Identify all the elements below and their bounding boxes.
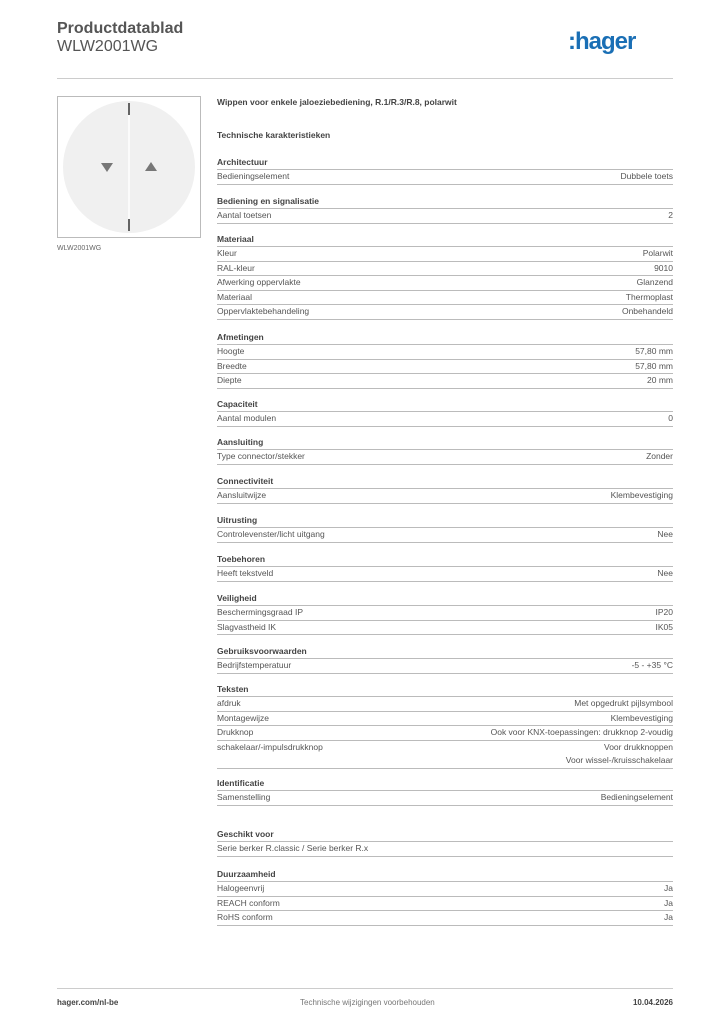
spec-value: IK05 bbox=[655, 621, 673, 632]
spec-value: Klembevestiging bbox=[610, 712, 673, 723]
header-divider bbox=[57, 78, 673, 79]
footer-date: 10.04.2026 bbox=[632, 998, 673, 1007]
spec-row bbox=[217, 528, 673, 543]
spec-section bbox=[217, 867, 673, 926]
spec-row bbox=[217, 842, 673, 857]
spec-row bbox=[217, 606, 673, 621]
spec-row bbox=[217, 247, 673, 262]
section-title: Duurzaamheid bbox=[217, 867, 673, 882]
spec-row bbox=[217, 712, 673, 727]
section-title: Aansluiting bbox=[217, 435, 673, 450]
spec-label: Bedieningselement bbox=[217, 171, 290, 181]
spec-value: Ja bbox=[664, 883, 673, 893]
spec-label: Afwerking oppervlakte bbox=[217, 277, 301, 287]
footer-note: Technische wijzigingen voorbehouden bbox=[300, 998, 435, 1007]
spec-label: Aansluitwijze bbox=[217, 490, 267, 500]
spec-label: Halogeenvrij bbox=[217, 883, 265, 893]
spec-row bbox=[217, 697, 673, 712]
spec-value: Glanzend bbox=[636, 277, 673, 287]
spec-row bbox=[217, 276, 673, 291]
spec-section bbox=[217, 591, 673, 635]
footer-website[interactable]: hager.com/nl-be bbox=[57, 998, 119, 1007]
spec-label: Serie berker R.classic / Serie berker R.x bbox=[217, 843, 369, 853]
spec-value: Ja bbox=[664, 897, 673, 908]
spec-value: Voor drukknoppen Voor wissel-/kruisschakelaar bbox=[565, 741, 673, 765]
spec-row bbox=[217, 360, 673, 375]
spec-value: Thermoplast bbox=[625, 291, 673, 302]
section-title: Teksten bbox=[217, 682, 673, 697]
spec-label: Samenstelling bbox=[217, 792, 271, 802]
spec-section bbox=[217, 552, 673, 582]
spec-row bbox=[217, 911, 673, 926]
section-title: Materiaal bbox=[217, 232, 673, 247]
spec-value: -5 - +35 °C bbox=[631, 660, 673, 670]
spec-value: Zonder bbox=[646, 451, 673, 461]
spec-row bbox=[217, 621, 673, 636]
spec-value: 2 bbox=[668, 210, 673, 220]
spec-value: Onbehandeld bbox=[621, 306, 673, 316]
spec-label: RoHS conform bbox=[217, 912, 273, 922]
product-image bbox=[57, 96, 201, 238]
spec-section bbox=[217, 682, 673, 769]
spec-value: Polarwit bbox=[642, 248, 673, 258]
spec-section bbox=[217, 330, 673, 389]
spec-value: Ja bbox=[664, 912, 673, 922]
section-title: Afmetingen bbox=[217, 330, 673, 345]
section-title: Veiligheid bbox=[217, 591, 673, 606]
spec-label: Diepte bbox=[217, 375, 242, 385]
tech-heading: Technische karakteristieken bbox=[217, 130, 331, 140]
spec-label: RAL-kleur bbox=[217, 262, 255, 273]
spec-section bbox=[217, 644, 673, 674]
section-title: Architectuur bbox=[217, 155, 673, 170]
spec-value: IP20 bbox=[655, 607, 673, 617]
spec-label: Hoogte bbox=[217, 346, 245, 356]
section-title: Toebehoren bbox=[217, 552, 673, 567]
spec-value: Met opgedrukt pijlsymbool bbox=[574, 698, 673, 708]
hager-logo: :hager bbox=[568, 28, 636, 55]
spec-label: Bedrijfstemperatuur bbox=[217, 660, 292, 670]
spec-label: Slagvastheid IK bbox=[217, 621, 277, 632]
spec-row bbox=[217, 726, 673, 741]
spec-row bbox=[217, 897, 673, 912]
spec-label: Oppervlaktebehandeling bbox=[217, 306, 310, 316]
spec-row bbox=[217, 741, 673, 769]
spec-label: Breedte bbox=[217, 360, 247, 371]
spec-row bbox=[217, 450, 673, 465]
spec-label: Beschermingsgraad IP bbox=[217, 607, 303, 617]
spec-label: schakelaar/-impulsdrukknop bbox=[217, 741, 323, 752]
spec-value: Ook voor KNX-toepassingen: drukknop 2-voudig bbox=[490, 727, 673, 737]
product-description: Wippen voor enkele jaloeziebediening, R.1/R.3/R.8, polarwit bbox=[217, 97, 457, 107]
spec-row bbox=[217, 262, 673, 277]
spec-label: afdruk bbox=[217, 698, 241, 708]
spec-row bbox=[217, 567, 673, 582]
spec-row bbox=[217, 659, 673, 674]
spec-label: Controlevenster/licht uitgang bbox=[217, 529, 325, 539]
spec-label: Materiaal bbox=[217, 291, 252, 302]
spec-label: Drukknop bbox=[217, 727, 254, 737]
spec-section bbox=[217, 474, 673, 504]
spec-label: Type connector/stekker bbox=[217, 451, 305, 461]
spec-row bbox=[217, 374, 673, 389]
spec-value: Nee bbox=[657, 568, 673, 578]
spec-value: Nee bbox=[657, 529, 673, 539]
section-title: Capaciteit bbox=[217, 397, 673, 412]
spec-label: Aantal modulen bbox=[217, 413, 277, 423]
spec-value: 20 mm bbox=[647, 375, 673, 385]
spec-section bbox=[217, 194, 673, 224]
spec-section bbox=[217, 397, 673, 427]
spec-label: Aantal toetsen bbox=[217, 210, 272, 220]
spec-value: 0 bbox=[668, 413, 673, 423]
image-caption: WLW2001WG bbox=[57, 245, 102, 252]
spec-row bbox=[217, 489, 673, 504]
spec-value: Bedieningselement bbox=[600, 792, 673, 802]
section-title: Identificatie bbox=[217, 776, 673, 791]
section-title: Bediening en signalisatie bbox=[217, 194, 673, 209]
section-title: Connectiviteit bbox=[217, 474, 673, 489]
spec-row bbox=[217, 882, 673, 897]
spec-value: 57,80 mm bbox=[635, 360, 673, 371]
spec-row bbox=[217, 209, 673, 224]
spec-row bbox=[217, 305, 673, 320]
spec-value: Dubbele toets bbox=[620, 171, 673, 181]
spec-value: Klembevestiging bbox=[610, 490, 673, 500]
spec-row bbox=[217, 791, 673, 806]
footer-divider bbox=[57, 988, 673, 989]
product-code: WLW2001WG bbox=[57, 38, 159, 55]
spec-section bbox=[217, 776, 673, 806]
spec-section bbox=[217, 232, 673, 320]
section-title: Gebruiksvoorwaarden bbox=[217, 644, 673, 659]
spec-section bbox=[217, 435, 673, 465]
section-title: Geschikt voor bbox=[217, 827, 673, 842]
spec-row bbox=[217, 291, 673, 306]
spec-value: 57,80 mm bbox=[635, 346, 673, 356]
page-title: Productdatablad bbox=[57, 20, 184, 37]
section-title: Uitrusting bbox=[217, 513, 673, 528]
spec-section bbox=[217, 827, 673, 857]
spec-row bbox=[217, 412, 673, 427]
spec-section bbox=[217, 155, 673, 185]
spec-label: Kleur bbox=[217, 248, 237, 258]
spec-label: Heeft tekstveld bbox=[217, 568, 274, 578]
spec-row bbox=[217, 170, 673, 185]
spec-section bbox=[217, 513, 673, 543]
spec-row bbox=[217, 345, 673, 360]
spec-value: 9010 bbox=[654, 262, 673, 273]
spec-label: REACH conform bbox=[217, 897, 280, 908]
spec-label: Montagewijze bbox=[217, 712, 269, 723]
